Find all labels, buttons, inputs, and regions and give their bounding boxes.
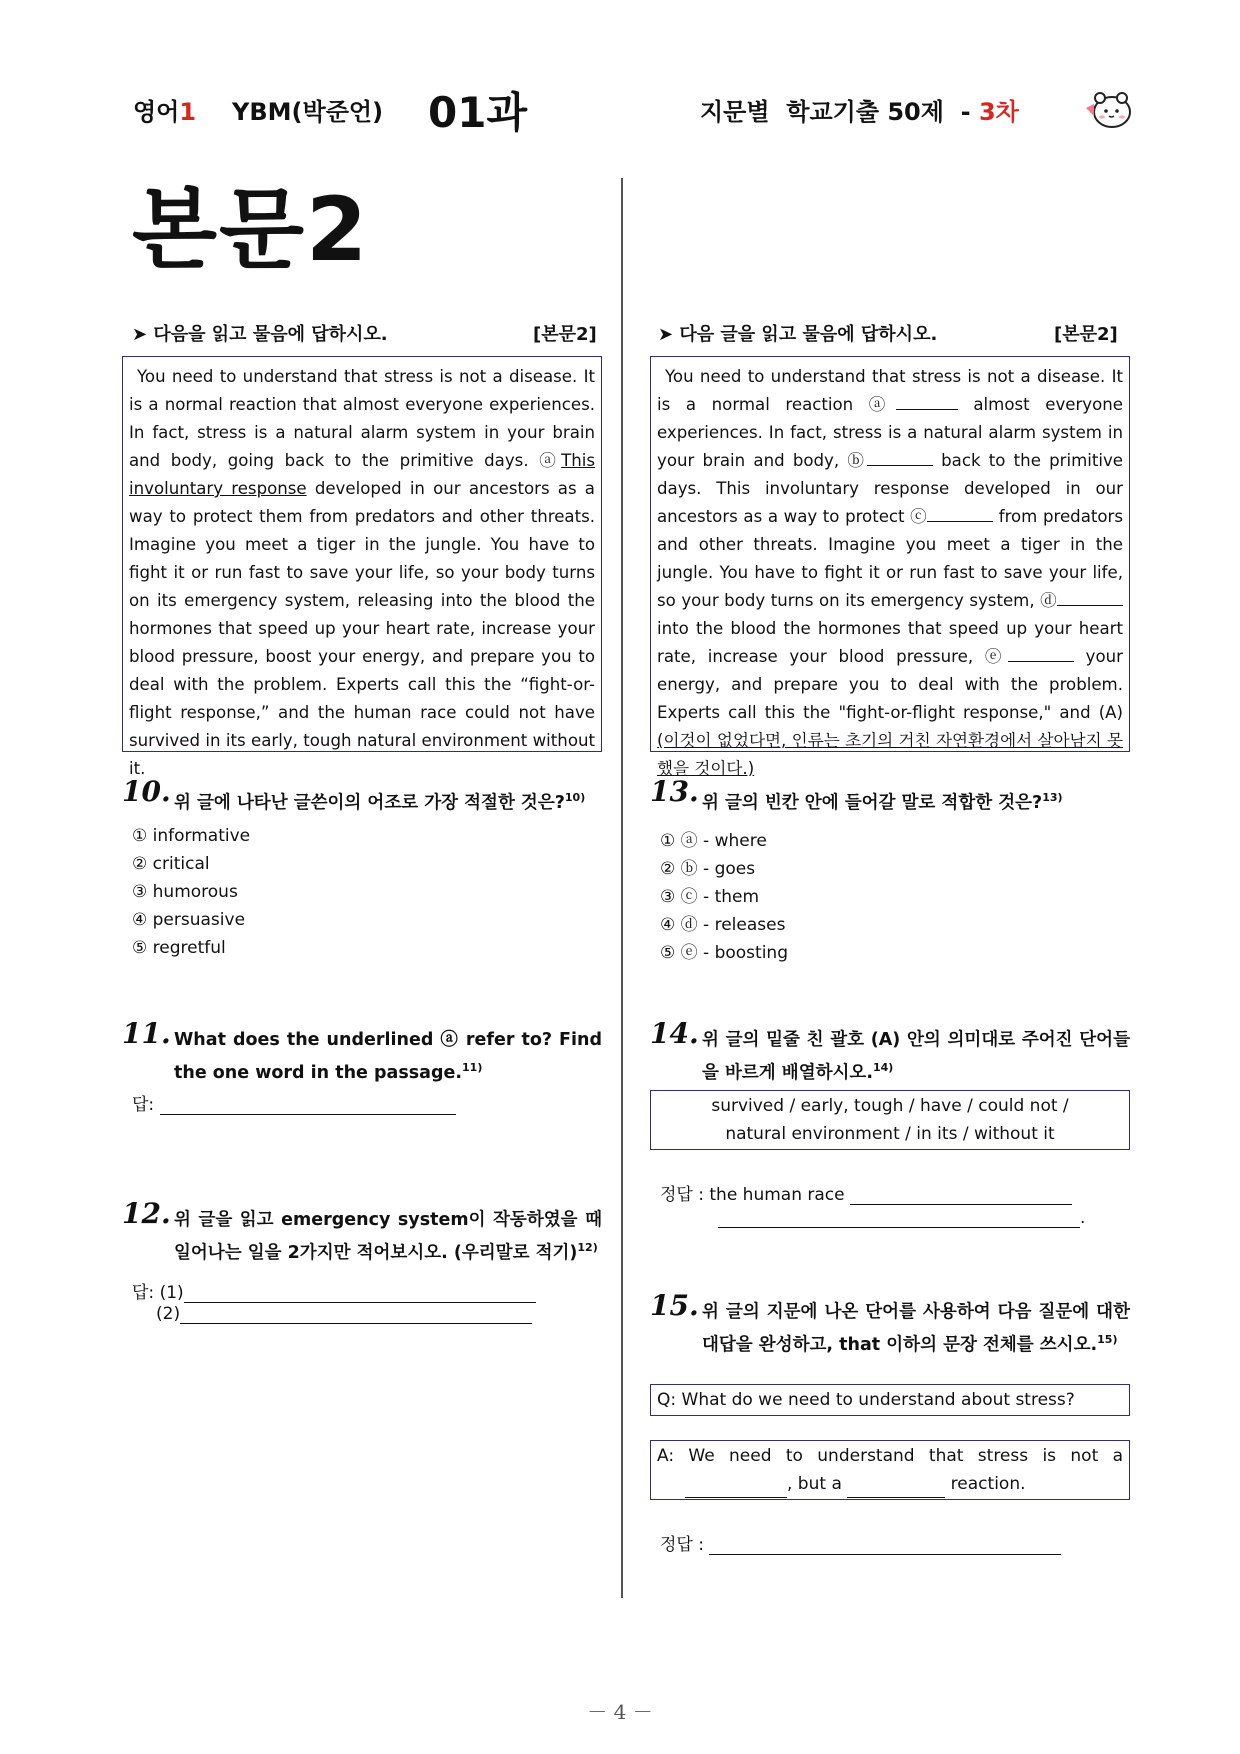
footnote-ref: 13): [1042, 791, 1063, 804]
word-bank: [650, 1090, 1130, 1150]
answer-text: , but a: [787, 1474, 842, 1494]
answer-input[interactable]: [180, 1305, 532, 1324]
answer-label: 답:: [132, 1283, 155, 1303]
answer-input[interactable]: [184, 1284, 536, 1303]
item-label: (2): [156, 1304, 181, 1324]
choice-2[interactable]: ② critical: [132, 854, 210, 874]
question-15: [650, 1289, 1130, 1359]
answer-box: [650, 1440, 1130, 1500]
passage-text: from predators and other threats. Imagine you meet a tiger in the jungle. You have to fight it or run fast to save your life, so your body turns on its emergency system,: [657, 507, 1123, 610]
answer-15: [660, 1530, 1061, 1555]
answer-12-1: [132, 1278, 536, 1303]
blank-a[interactable]: [896, 393, 958, 410]
answer-input[interactable]: [709, 1536, 1061, 1555]
passage-text-cont: developed in our ancestors as a way to protect them from predators and other threats. Imagine you meet a tiger in the jungle. You have to fight it or run fast to save your life, so your body turns on its emergency system, releasing into the blood the hormones that speed up your heart rate, increase your blood pressure, boost your energy, and prepare you to deal with the problem. Experts call this the “fight-or-flight response,” and the human race could not have survived in its early, tough natural environment without it.: [129, 479, 595, 778]
choice-3[interactable]: ③ humorous: [132, 882, 238, 902]
word-bank-line-2: natural environment / in its / without it: [725, 1124, 1055, 1144]
question-number: 10.: [122, 775, 171, 808]
blank-d[interactable]: [1057, 589, 1123, 606]
blank-marker-d: ⓓ: [1040, 591, 1058, 610]
blank-marker-e: ⓔ: [984, 647, 1008, 666]
question-number: 14.: [650, 1017, 699, 1050]
question-text: 위 글의 밑줄 친 괄호 (A) 안의 의미대로 주어진 단어들을 바르게 배열하시오.: [702, 1030, 1130, 1083]
page-title: 본문2: [132, 178, 370, 281]
passage-text: You need to understand that stress is not a disease. It is a normal reaction that almost everyone experiences. In fact, stress is a natural alarm system in your brain and body, going back to the primitive days.: [129, 367, 595, 470]
choice-5[interactable]: ⑤ ⓔ - boosting: [660, 943, 788, 963]
bear-mascot-icon: [1082, 86, 1134, 134]
left-passage: [122, 356, 602, 778]
item-label: (1): [159, 1283, 184, 1303]
underlined-phrase: This involuntary response: [129, 451, 596, 498]
right-passage: [650, 356, 1130, 778]
footnote-ref: 15): [1097, 1333, 1118, 1346]
choice-2[interactable]: ② ⓑ - goes: [660, 859, 756, 879]
question-number: 11.: [122, 1017, 171, 1050]
answer-input[interactable]: [718, 1209, 1080, 1228]
question-text: 위 글의 빈칸 안에 들어갈 말로 적합한 것은?: [702, 792, 1043, 813]
answer-label: 정답 :: [660, 1535, 704, 1555]
word-bank-line-1: survived / early, tough / have / could not /: [711, 1096, 1069, 1116]
footnote-ref: 14): [872, 1061, 894, 1074]
answer-12-2: [156, 1304, 532, 1324]
answer-text: reaction.: [945, 1474, 1026, 1494]
round: 3차: [978, 98, 1019, 126]
blank-c[interactable]: [927, 505, 993, 522]
blank-marker-a: ⓐ: [868, 395, 896, 414]
answer-input[interactable]: [850, 1186, 1072, 1205]
passage-text: into the blood the hormones that speed up your heart rate, increase your blood pressure,: [657, 619, 1123, 666]
blank-b[interactable]: [867, 449, 933, 466]
underlined-korean-A: (이것이 없었다면, 인류는 초기의 거친 자연환경에서 살아남지 못했을 것이다.): [657, 731, 1123, 778]
question-text: 위 글의 지문에 나온 단어를 사용하여 다음 질문에 대한 대답을 완성하고, that 이하의 문장 전체를 쓰시오.: [702, 1302, 1130, 1355]
left-instruction: ➤ 다음을 읽고 물음에 답하시오.: [132, 324, 388, 345]
column-divider: [621, 178, 623, 1598]
choice-4[interactable]: ④ persuasive: [132, 910, 246, 930]
question-text: 위 글에 나타난 글쓴이의 어조로 가장 적절한 것은?: [174, 792, 565, 813]
question-12: [122, 1197, 602, 1267]
answer-14: [660, 1180, 1072, 1205]
blank-2[interactable]: [847, 1479, 945, 1498]
answer-a-line-2: [657, 1470, 1123, 1498]
lesson-number: 01과: [428, 88, 528, 137]
right-instruction: ➤ 다음 글을 읽고 물음에 답하시오.: [658, 324, 938, 345]
series-label: [700, 92, 1019, 127]
question-number: 13.: [650, 775, 699, 808]
passage-text: back to the primitive days. This involuntary response developed in our ancestors as a way to protect: [657, 451, 1124, 526]
answer-a-line: A: We need to understand that stress is not a: [657, 1446, 1123, 1466]
question-text: What does the underlined ⓐ refer to? Find the one word in the passage.: [174, 1030, 602, 1083]
passage-text: You need to understand that stress is not a disease. It is a normal reaction: [657, 367, 1123, 414]
passage-text: your energy, and prepare you to deal with the problem. Experts call this the "fight-or-flight response," and (A): [657, 647, 1123, 722]
series: 지문별 학교기출 50제 -: [700, 98, 979, 126]
left-passage-tag: [본문2]: [533, 324, 597, 345]
right-passage-tag: [본문2]: [1054, 324, 1118, 345]
question-14: [650, 1017, 1130, 1087]
question-q: Q: What do we need to understand about stress?: [657, 1390, 1075, 1410]
marker-a: ⓐ: [539, 451, 562, 470]
footnote-ref: 11): [462, 1061, 483, 1074]
footnote-ref: 12): [577, 1241, 598, 1254]
blank-marker-c: ⓒ: [910, 507, 928, 526]
page-number: － 4 －: [587, 1700, 653, 1724]
publisher: YBM(박준언): [232, 98, 384, 126]
choice-1[interactable]: ① ⓐ - where: [660, 831, 767, 851]
question-13: [650, 775, 1130, 817]
choice-1[interactable]: ① informative: [132, 826, 251, 846]
passage-text: almost everyone experiences. In fact, stress is a natural alarm system in your brain and body,: [657, 395, 1123, 470]
grade: 1: [179, 98, 197, 126]
subject-label: [133, 92, 196, 127]
subject: 영어: [133, 98, 180, 126]
question-number: 15.: [650, 1289, 699, 1322]
blank-marker-b: ⓑ: [847, 451, 867, 470]
footnote-ref: 10): [564, 791, 586, 804]
choice-4[interactable]: ④ ⓓ - releases: [660, 915, 786, 935]
blank-e[interactable]: [1008, 645, 1074, 662]
choice-3[interactable]: ③ ⓒ - them: [660, 887, 760, 907]
question-10: [122, 775, 602, 817]
blank-1[interactable]: [685, 1479, 787, 1498]
question-box: [650, 1384, 1130, 1416]
answer-input[interactable]: [160, 1096, 456, 1115]
answer-11: [132, 1090, 456, 1115]
answer-14-cont: [718, 1208, 1085, 1228]
period: .: [1080, 1208, 1086, 1228]
question-number: 12.: [122, 1197, 171, 1230]
question-text: 위 글을 읽고 emergency system이 작동하였을 때 일어나는 일을 2가지만 적어보시오. (우리말로 적기): [174, 1210, 602, 1263]
question-11: [122, 1017, 602, 1087]
answer-label: 답:: [132, 1095, 155, 1115]
answer-label: 정답 : the human race: [660, 1185, 845, 1205]
choice-5[interactable]: ⑤ regretful: [132, 938, 226, 958]
